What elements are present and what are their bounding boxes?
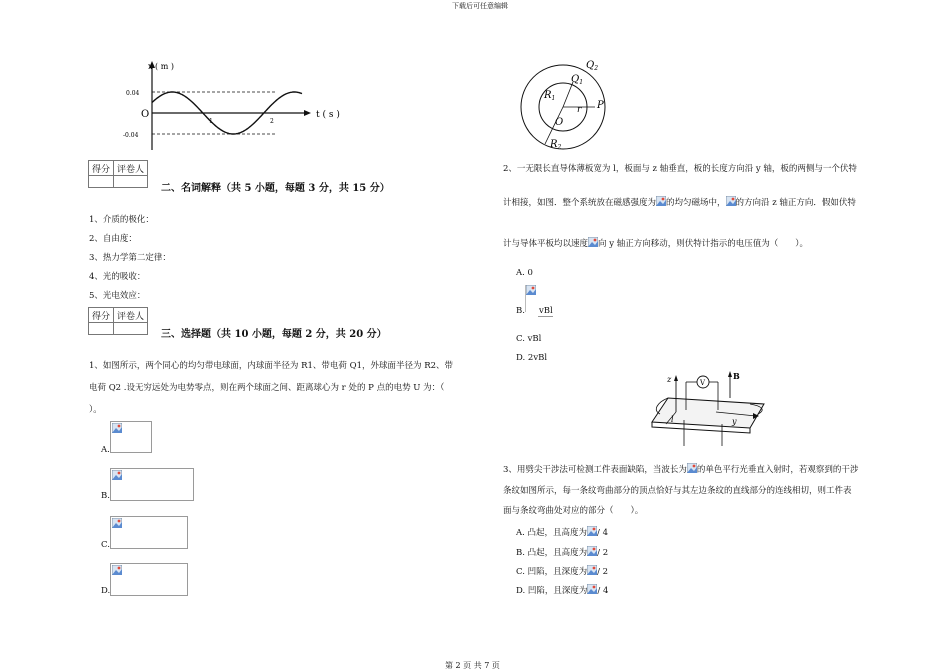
q2-option-c: C. vBl [516,334,542,344]
wave-y-tick-neg: -0.04 [123,132,139,139]
svg-text:V: V [700,379,706,387]
term-item: 1、介质的极化： [89,215,154,225]
q2-line2: 计相接，如图．整个系统放在磁感强度为 的均匀磁场中， 的方向沿 z 轴正方向．假如伏特 [503,198,856,208]
formula-image-icon [588,237,598,247]
svg-text:O: O [555,117,564,128]
svg-text:R1: $R_1$ [544,90,556,102]
q1-option-d-image [110,563,188,596]
q1-option-c-image [110,516,188,549]
q3-option-b: B. 凸起，且高度为 / 2 [516,548,609,558]
lambda-image-icon [587,584,597,594]
svg-text:Q2: $Q_2$ [586,60,599,72]
lambda-image-icon [687,463,697,473]
wave-x-label: t ( s ) [316,110,340,120]
q2-option-b-label: B. [516,306,525,316]
formula-image-icon [726,196,736,206]
lambda-image-icon [587,526,597,536]
term-item: 3、热力学第二定律： [89,253,171,263]
broken-image-icon [526,285,536,295]
term-item: 4、光的吸收： [89,272,146,282]
term-item: 5、光电效应： [89,291,146,301]
wave-x-tick-2: 2 [270,118,274,125]
q2-option-d: D. 2vBl [516,353,548,363]
svg-text:Q1: $Q_1$ [571,74,584,86]
q1-option-b-label: B. [101,491,110,501]
wave-y-label: x ( m ) [148,62,174,71]
q1-line3: ）。 [89,405,102,415]
q3-line2: 条纹如图所示，每一条纹弯曲部分的顶点恰好与其左边条纹的直线部分的连线相切，则工件表 [503,486,852,496]
broken-image-icon [112,470,122,480]
q1-option-b-image [110,468,194,501]
score-table-1: 得分 评卷人 [88,160,148,188]
svg-text:y: y [732,417,737,426]
wave-graph [120,55,350,155]
svg-text:r: r [577,105,582,115]
conductor-plate-diagram [646,370,770,448]
broken-image-icon [112,423,122,433]
lambda-image-icon [587,565,597,575]
q2-option-b: vBl [539,306,553,316]
score-table-2: 得分 评卷人 [88,307,148,335]
term-item: 2、自由度： [89,234,137,244]
wave-y-tick-pos: 0.04 [126,90,140,97]
q3-line3: 面与条纹弯曲处对应的部分（ ）。 [503,506,644,516]
q1-option-c-label: C. [101,540,110,550]
header-note: 下载后可任意编辑 [452,2,508,10]
svg-text:R2: $R_2$ [550,139,562,151]
page-number: 第 2 页 共 7 页 [445,661,500,670]
section3-title: 三、选择题（共 10 小题，每题 2 分，共 20 分） [161,329,387,340]
q2-line1: 2、一无限长直导体薄板宽为 l，板面与 z 轴垂直，板的长度方向沿 y 轴，板的两侧与一个伏特 [503,164,857,174]
q3-line1: 3、用劈尖干涉法可检测工件表面缺陷，当波长为 的单色平行光垂直入射时，若观察到的干涉 [503,465,859,475]
q2-line3: 计与导体平板均以速度 向 y 轴正方向移动，则伏特计指示的电压值为（ ）。 [503,239,808,249]
q1-line2: 电荷 Q2 .设无穷远处为电势零点，则在两个球面之间、距离球心为 r 处的 P 点的电势 U 为：（ [89,383,445,393]
svg-text:z: z [667,375,672,384]
q1-option-a-image [110,421,152,453]
svg-text:l: l [671,415,674,424]
formula-image-icon [656,196,666,206]
q1-line1: 1、如图所示，两个同心的均匀带电球面，内球面半径为 R1、带电荷 Q1，外球面半径为 R2、带 [89,361,454,371]
lambda-image-icon [587,546,597,556]
svg-text:P: P [597,100,604,111]
section2-title: 二、名词解释（共 5 小题，每题 3 分，共 15 分） [161,183,390,194]
q1-option-a-label: A. [101,445,110,455]
q2-option-a: A. 0 [516,268,533,278]
q3-option-c: C. 凹陷，且深度为 / 2 [516,567,609,577]
q3-option-d: D. 凹陷，且深度为 / 4 [516,586,609,596]
concentric-spheres-diagram [515,55,615,155]
svg-text:B: B [733,371,740,381]
wave-origin: O [141,109,150,120]
broken-image-icon [112,565,122,575]
broken-image-icon [112,518,122,528]
q3-option-a: A. 凸起，且高度为 / 4 [516,528,609,538]
q2-option-b-image [525,285,538,312]
wave-x-tick-1: 1 [209,118,213,125]
q1-option-d-label: D. [101,586,111,596]
